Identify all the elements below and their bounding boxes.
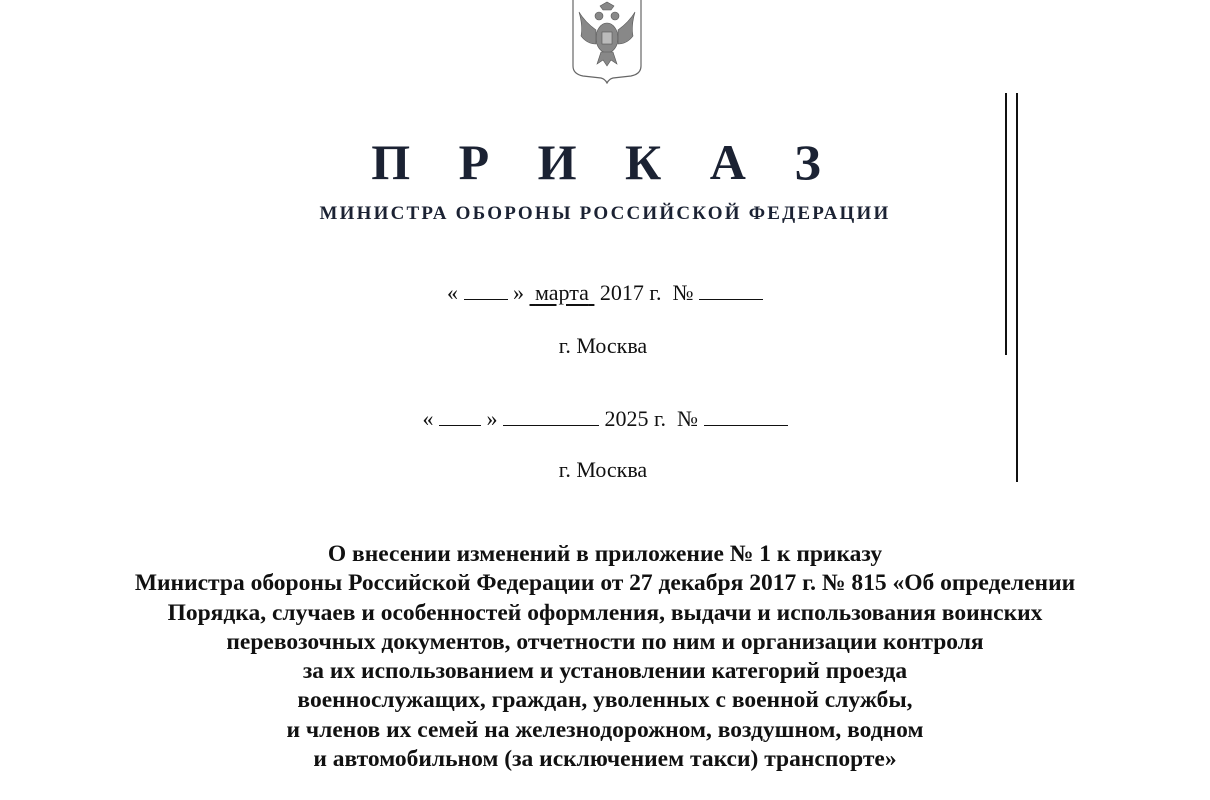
day-blank	[439, 407, 481, 426]
number-sign: №	[672, 280, 694, 305]
date-line	[0, 279, 1210, 307]
open-quote: «	[447, 280, 459, 305]
heading-line: Порядка, случаев и особенностей оформления, выдачи и использования воинских	[167, 599, 1043, 626]
document-title: П Р И К А З	[371, 134, 839, 190]
heading-line: перевозочных документов, отчетности по ним и организации контроля	[226, 628, 984, 655]
open-quote: «	[422, 406, 434, 431]
document-subtitle: МИНИСТРА ОБОРОНЫ РОССИЙСКОЙ ФЕДЕРАЦИИ	[319, 203, 891, 224]
number-blank	[704, 407, 788, 426]
heading-line: и членов их семей на железнодорожном, воздушном, водном	[286, 716, 924, 743]
close-quote: »	[486, 406, 498, 431]
number-blank	[699, 281, 763, 300]
heading-line: О внесении изменений в приложение № 1 к приказу	[327, 541, 883, 567]
city-name: г. Москва	[558, 333, 648, 358]
heading-line: за их использованием и установлении категорий проезда	[302, 658, 908, 685]
year-value: 2017 г.	[599, 280, 662, 305]
order-heading	[0, 540, 1210, 774]
heading-line: и автомобильном (за исключением такси) транспорте»	[313, 746, 897, 773]
heading-line: Министра обороны Российской Федерации от 27 декабря 2017 г. № 815 «Об определении	[134, 570, 1076, 597]
coat-of-arms-icon	[571, 0, 643, 84]
month-blank	[503, 407, 599, 426]
month-value: марта	[535, 280, 589, 305]
close-quote: »	[513, 280, 525, 305]
heading-line: военнослужащих, граждан, уволенных с военной службы,	[297, 687, 913, 714]
date-line	[0, 405, 1210, 433]
day-blank	[464, 281, 508, 300]
year-value: 2025 г.	[604, 406, 667, 431]
number-sign: №	[677, 406, 699, 431]
city-name: г. Москва	[558, 457, 648, 482]
